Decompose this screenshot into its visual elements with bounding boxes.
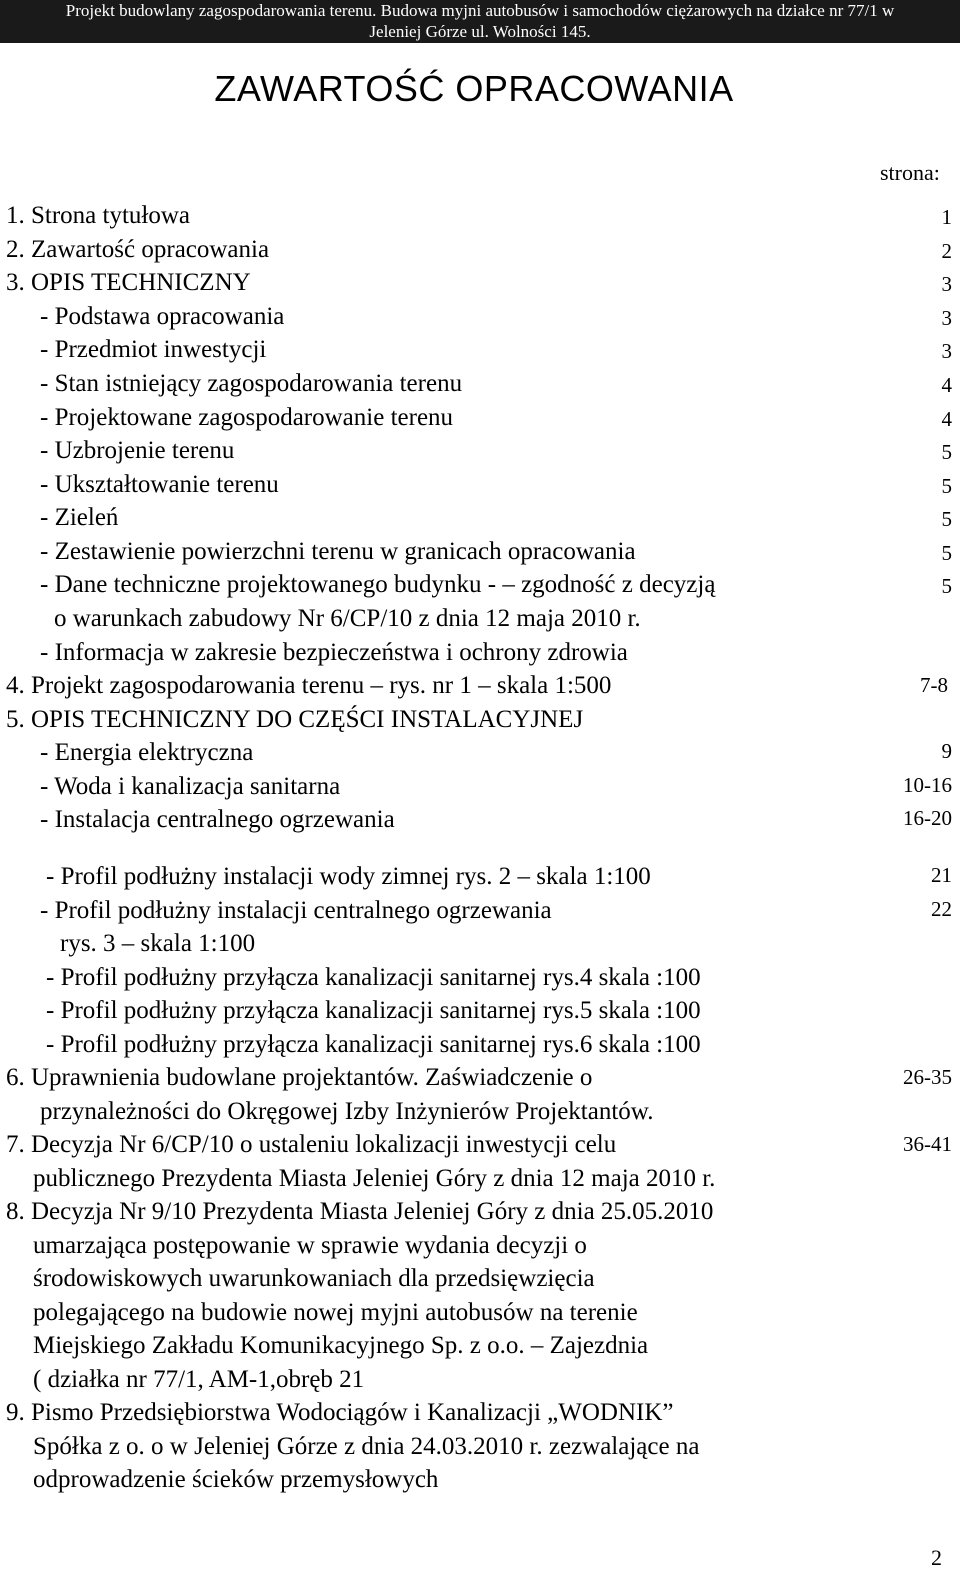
toc-entry: o warunkach zabudowy Nr 6/CP/10 z dnia 12 maja 2010 r. <box>54 605 641 632</box>
toc-page-number: 3 <box>941 306 952 330</box>
toc-entry: 8. Decyzja Nr 9/10 Prezydenta Miasta Jeleniej Góry z dnia 25.05.2010 <box>6 1198 714 1225</box>
toc-entry: odprowadzenie ścieków przemysłowych <box>33 1466 439 1493</box>
toc-entry: - Uzbrojenie terenu <box>40 437 235 464</box>
toc-entry: - Podstawa opracowania <box>40 303 285 330</box>
toc-page-number: 5 <box>941 474 952 498</box>
toc-entry: - Profil podłużny instalacji centralnego ogrzewania <box>40 897 552 924</box>
toc-entry: 1. Strona tytułowa <box>6 202 191 229</box>
toc-entry: rys. 3 – skala 1:100 <box>60 930 256 957</box>
toc-entry: - Profil podłużny przyłącza kanalizacji sanitarnej rys.5 skala :100 <box>46 997 701 1024</box>
page-column-label: strona: <box>880 160 940 185</box>
toc-entry: 3. OPIS TECHNICZNY <box>6 269 251 296</box>
toc-page-number: 21 <box>931 863 952 887</box>
toc-page-number: 9 <box>941 739 952 763</box>
toc-entry: 2. Zawartość opracowania <box>6 236 270 263</box>
toc-page-number: 10-16 <box>903 773 952 797</box>
toc-entry: 9. Pismo Przedsiębiorstwa Wodociągów i Kanalizacji „WODNIK” <box>6 1399 674 1426</box>
toc-entry: - Zieleń <box>40 504 119 531</box>
toc-entry: 4. Projekt zagospodarowania terenu – rys. nr 1 – skala 1:500 <box>6 672 612 699</box>
toc-page-number: 7-8 <box>920 673 948 697</box>
toc-entry: - Informacja w zakresie bezpieczeństwa i ochrony zdrowia <box>40 639 628 666</box>
toc-entry: - Profil podłużny instalacji wody zimnej rys. 2 – skala 1:100 <box>46 863 651 890</box>
page-title: ZAWARTOŚĆ OPRACOWANIA <box>214 68 734 109</box>
toc-page-number: 1 <box>941 205 952 229</box>
toc-page-number: 5 <box>941 440 952 464</box>
toc-page-number: 16-20 <box>903 806 952 830</box>
toc-entry: - Projektowane zagospodarowanie terenu <box>40 404 454 431</box>
toc-entry: - Zestawienie powierzchni terenu w granicach opracowania <box>40 538 636 565</box>
toc-page-number: 4 <box>941 407 952 431</box>
toc-page-number: 3 <box>941 339 952 363</box>
toc-entry: 6. Uprawnienia budowlane projektantów. Zaświadczenie o <box>6 1064 593 1091</box>
toc-entry: polegającego na budowie nowej myjni autobusów na terenie <box>33 1299 638 1326</box>
header-line-2: Jeleniej Górze ul. Wolności 145. <box>369 22 591 41</box>
toc-entry: 7. Decyzja Nr 6/CP/10 o ustaleniu lokalizacji inwestycji celu <box>6 1131 617 1158</box>
toc-entry: - Profil podłużny przyłącza kanalizacji sanitarnej rys.4 skala :100 <box>46 964 701 991</box>
toc-entry: - Przedmiot inwestycji <box>40 336 267 363</box>
toc-page-number: 5 <box>941 507 952 531</box>
toc-page-number: 5 <box>941 574 952 598</box>
toc-page-number: 3 <box>941 272 952 296</box>
toc-entry: Miejskiego Zakładu Komunikacyjnego Sp. z o.o. – Zajezdnia <box>33 1332 649 1359</box>
toc-entry: - Profil podłużny przyłącza kanalizacji sanitarnej rys.6 skala :100 <box>46 1031 701 1058</box>
footer-page-number: 2 <box>931 1545 942 1570</box>
toc-page-number: 36-41 <box>903 1132 952 1156</box>
toc-entry: publicznego Prezydenta Miasta Jeleniej Góry z dnia 12 maja 2010 r. <box>33 1165 716 1192</box>
document-header <box>0 0 960 43</box>
toc-entry: - Ukształtowanie terenu <box>40 471 279 498</box>
toc-entry: ( działka nr 77/1, AM-1,obręb 21 <box>33 1366 365 1393</box>
toc-page-number: 5 <box>941 541 952 565</box>
header-line-1: Projekt budowlany zagospodarowania terenu. Budowa myjni autobusów i samochodów ciężarowych na działce nr 77/1 w <box>65 1 895 20</box>
toc-page-number: 2 <box>941 239 952 263</box>
toc-entry: środowiskowych uwarunkowaniach dla przedsięwzięcia <box>33 1265 595 1292</box>
toc-entry: - Woda i kanalizacja sanitarna <box>40 773 341 800</box>
toc-entry: - Instalacja centralnego ogrzewania <box>40 806 395 833</box>
toc-entry: 5. OPIS TECHNICZNY DO CZĘŚCI INSTALACYJNEJ <box>6 706 584 733</box>
toc-page-number: 26-35 <box>903 1065 952 1089</box>
toc-entry: umarzająca postępowanie w sprawie wydania decyzji o <box>33 1232 587 1259</box>
toc-page-number: 22 <box>931 897 952 921</box>
toc-entry: Spółka z o. o w Jeleniej Górze z dnia 24.03.2010 r. zezwalające na <box>33 1433 700 1460</box>
toc-page-number: 4 <box>941 373 952 397</box>
toc-entry: przynależności do Okręgowej Izby Inżynierów Projektantów. <box>40 1098 654 1125</box>
toc-entry: - Stan istniejący zagospodarowania terenu <box>40 370 463 397</box>
toc-entry: - Dane techniczne projektowanego budynku - – zgodność z decyzją <box>40 571 716 598</box>
toc-entry: - Energia elektryczna <box>40 739 254 766</box>
